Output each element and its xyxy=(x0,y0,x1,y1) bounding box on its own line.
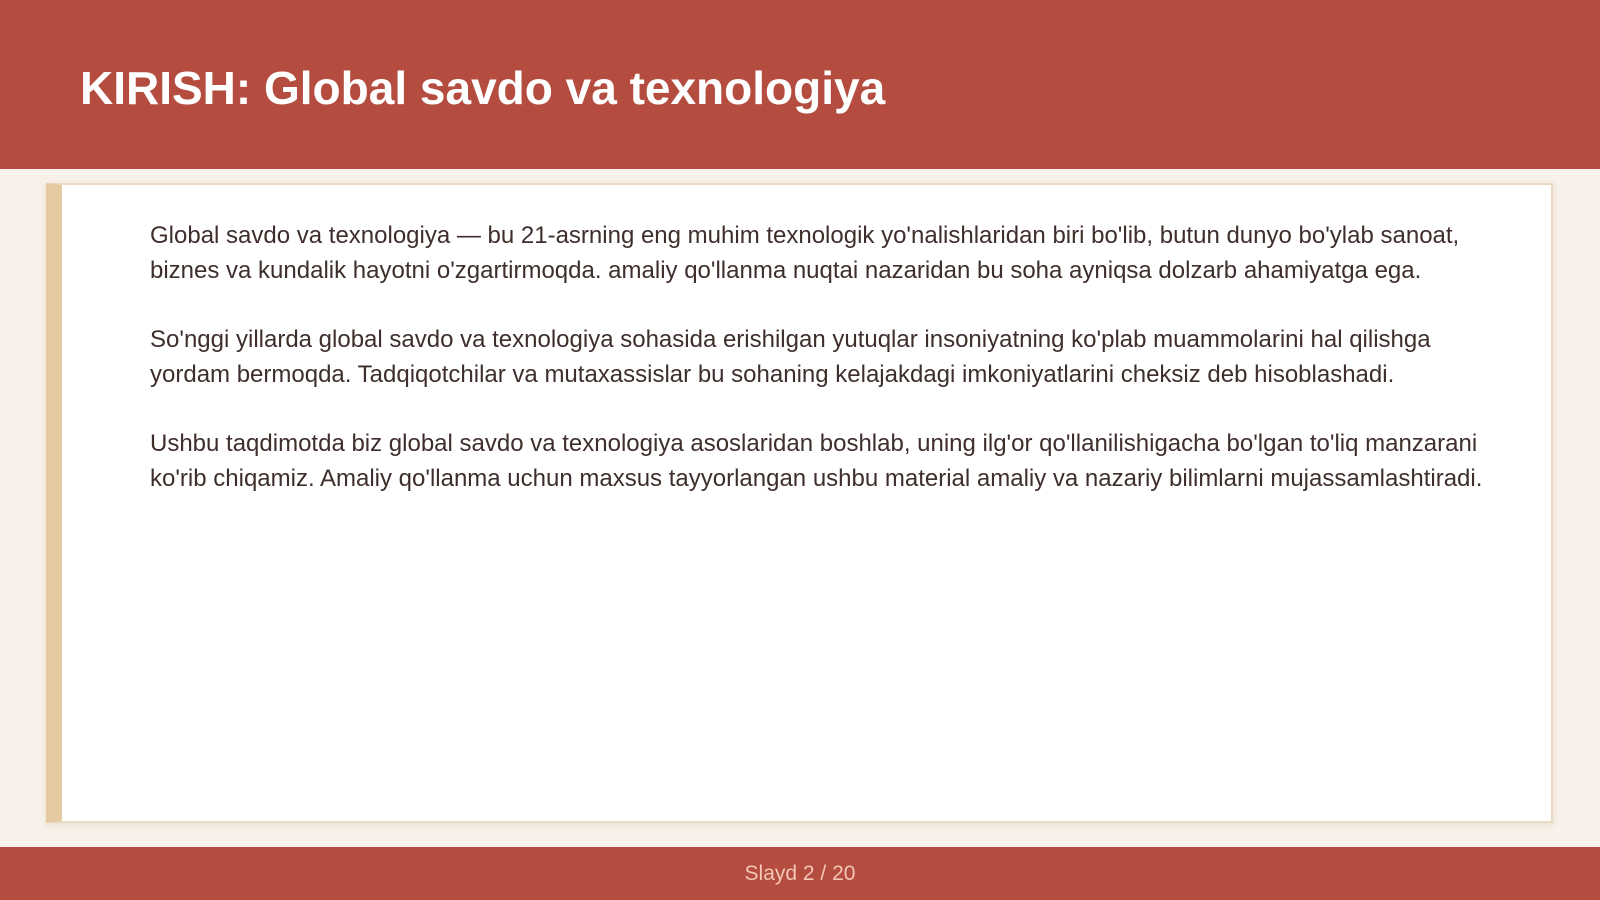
paragraph: So'nggi yillarda global savdo va texnologiya sohasida erishilgan yutuqlar insoniyatning ko'plab muammolarini hal qilishga yordam bermoqda. Tadqiqotchilar va mutaxassislar bu sohaning kelajakdagi imkoniyatlarini cheksiz deb hisoblashadi. xyxy=(150,326,1431,388)
slide-body xyxy=(150,218,1511,530)
slide-counter: Slayd 2 / 20 xyxy=(744,862,856,885)
content-card xyxy=(46,183,1553,823)
paragraph: Ushbu taqdimotda biz global savdo va texnologiya asoslaridan boshlab, uning ilg'or qo'llanilishigacha bo'lgan to'liq manzarani ko'rib chiqamiz. Amaliy qo'llanma uchun maxsus tayyorlangan ushbu material amaliy va nazariy bilimlarni mujassamlashtiradi. xyxy=(150,430,1483,492)
slide-footer xyxy=(0,847,1600,900)
slide-title: KIRISH: Global savdo va texnologiya xyxy=(80,62,886,114)
slide-header xyxy=(0,0,1600,169)
paragraph: Global savdo va texnologiya — bu 21-asrning eng muhim texnologik yo'nalishlaridan biri bo'lib, butun dunyo bo'ylab sanoat, biznes va kundalik hayotni o'zgartirmoqda. amaliy qo'llanma nuqtai nazaridan bu soha ayniqsa dolzarb ahamiyatga ega. xyxy=(150,222,1460,284)
